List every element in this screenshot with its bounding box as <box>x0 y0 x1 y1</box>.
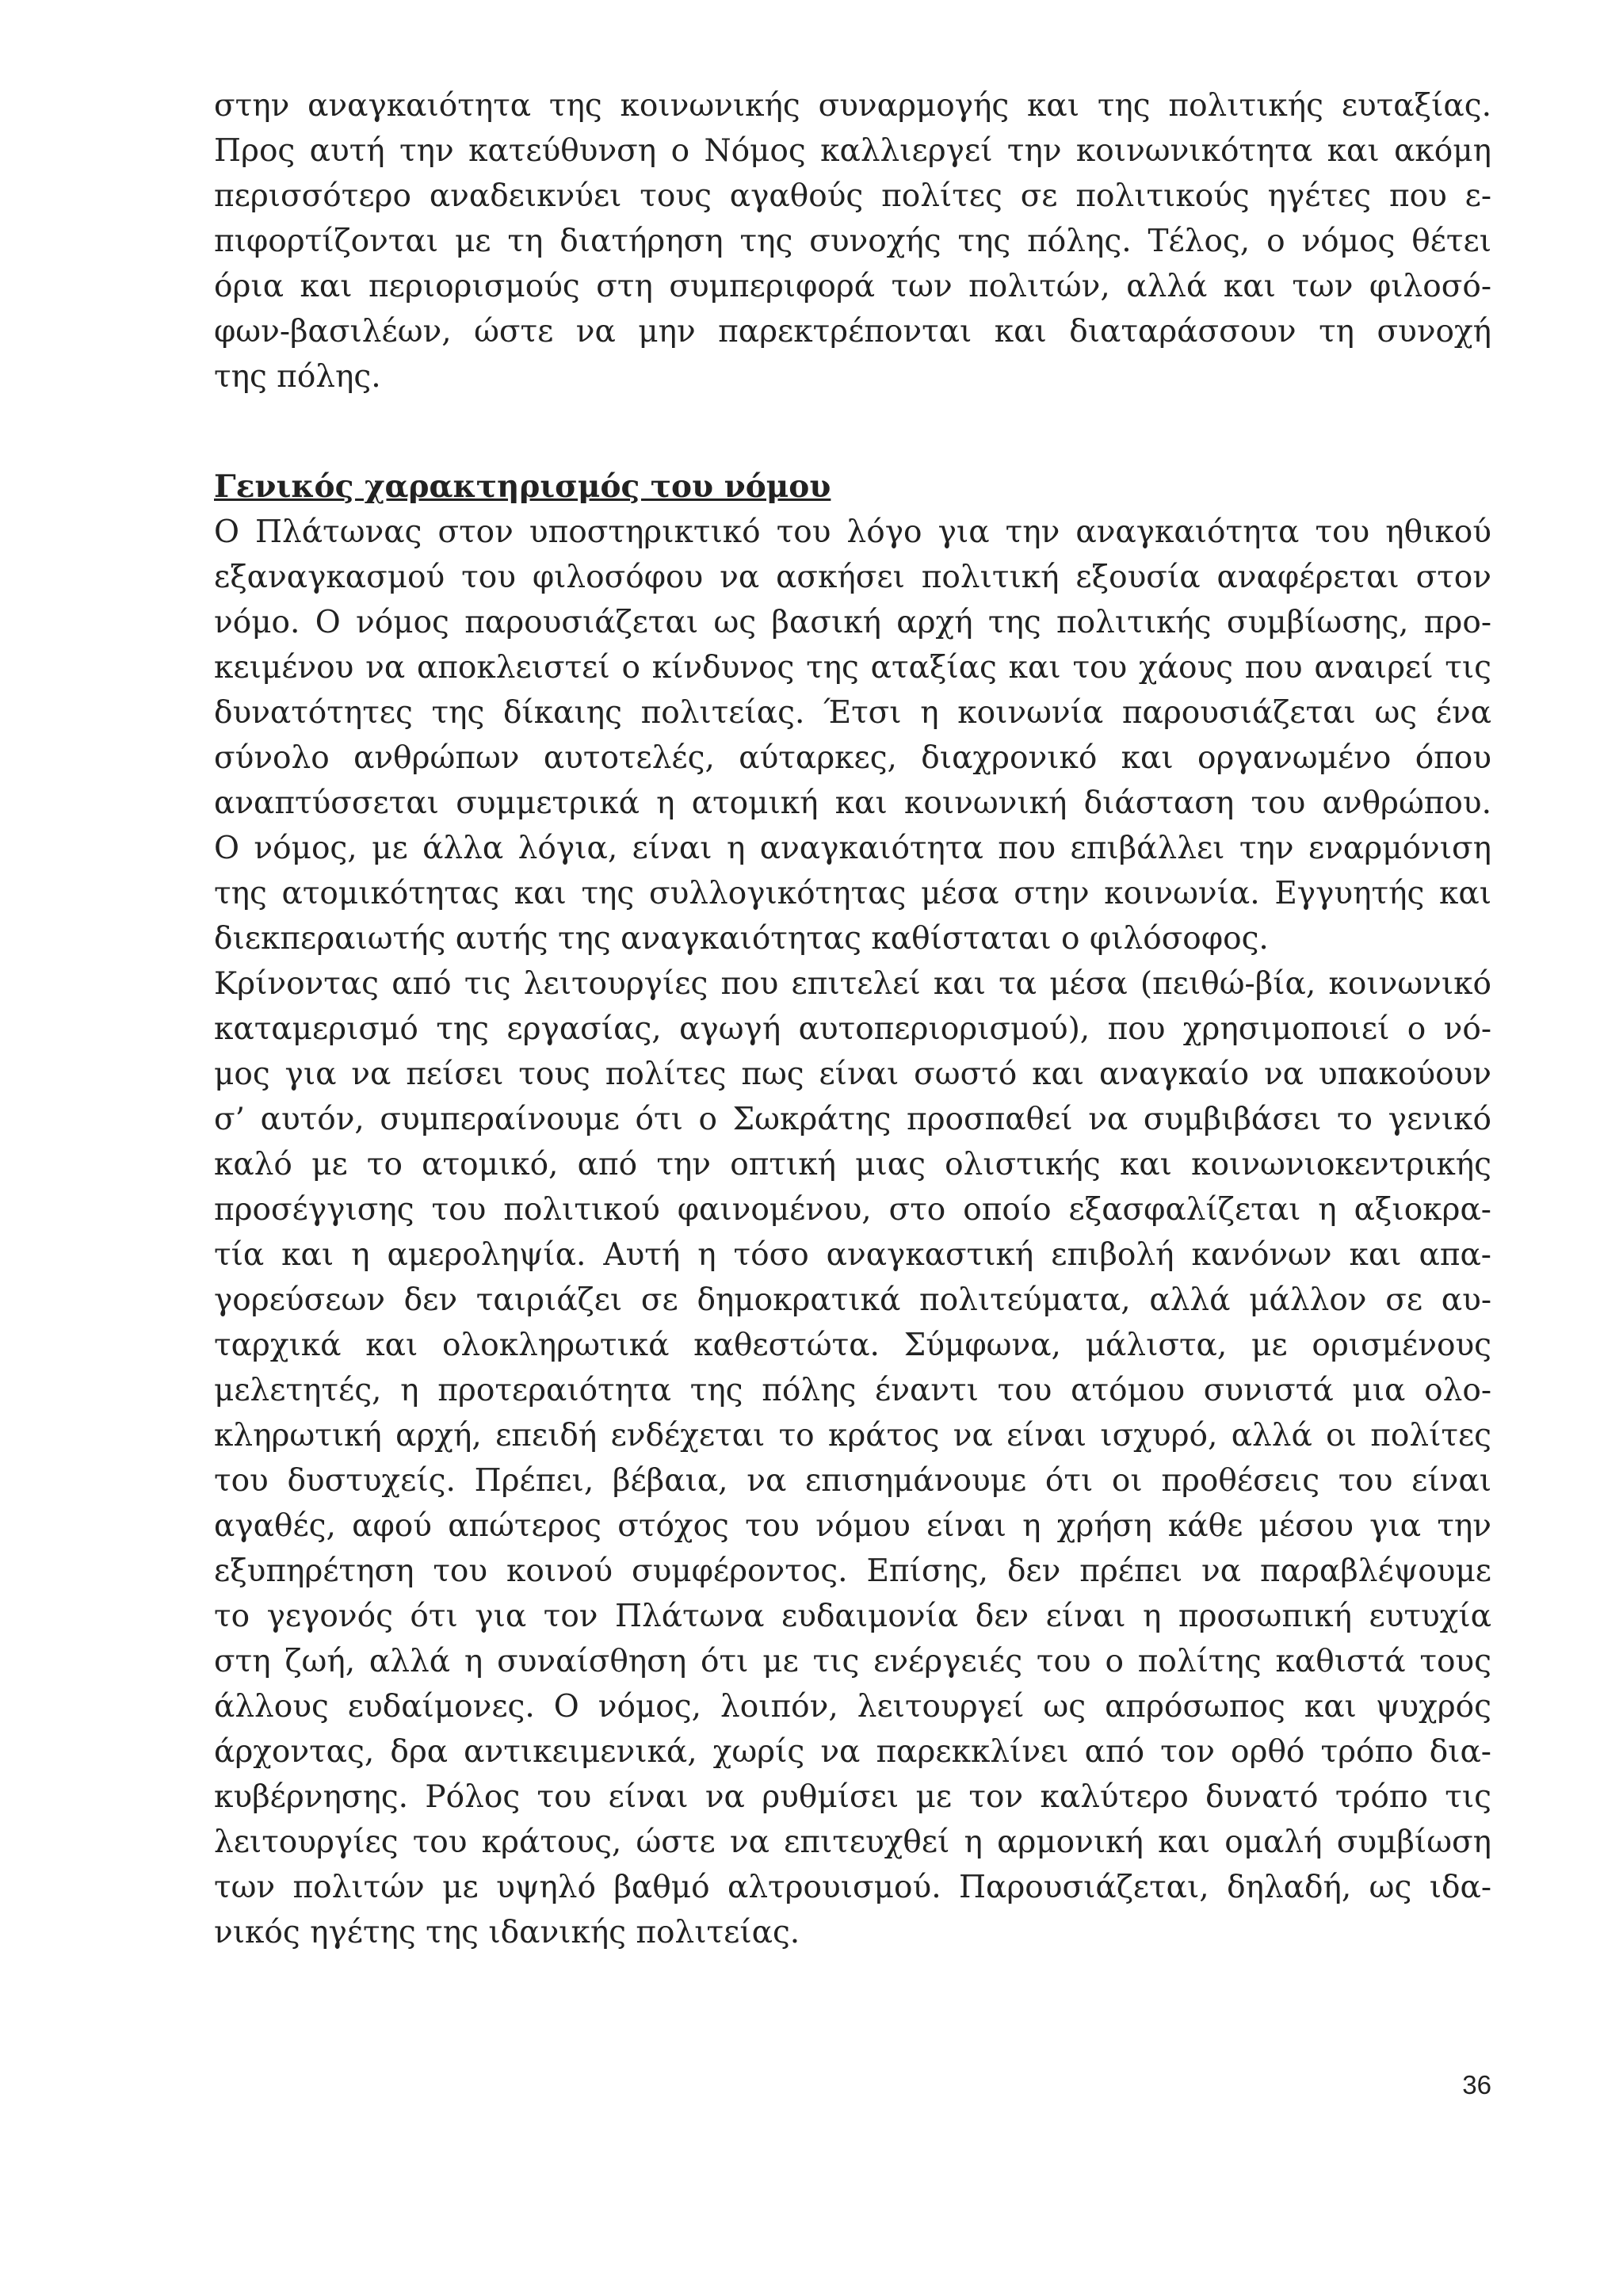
text-line: περισσότερο αναδεικνύει τους αγαθούς πολίτες σε πολιτικούς ηγέτες που ε- <box>214 178 1491 214</box>
text-line: των πολιτών με υψηλό βαθμό αλτρουισμού. Παρουσιάζεται, δηλαδή, ως ιδα- <box>214 1870 1491 1905</box>
text-line: τία και η αμεροληψία. Αυτή η τόσο αναγκαστική επιβολή κανόνων και απα- <box>214 1237 1491 1273</box>
text-line: κληρωτική αρχή, επειδή ενδέχεται το κράτος να είναι ισχυρό, αλλά οι πολίτες <box>214 1418 1491 1454</box>
text-line: δυνατότητες της δίκαιης πολιτείας. Έτσι η κοινωνία παρουσιάζεται ως ένα <box>214 695 1491 731</box>
text-line: άρχοντας, δρα αντικειμενικά, χωρίς να παρεκκλίνει από τον ορθό τρόπο δια- <box>214 1734 1491 1770</box>
intro-paragraph <box>214 83 1491 399</box>
text-line: Προς αυτή την κατεύθυνση ο Νόμος καλλιεργεί την κοινωνικότητα και ακόμη <box>214 133 1491 169</box>
text-line: γορεύσεων δεν ταιριάζει σε δημοκρατικά πολιτεύματα, αλλά μάλλον σε αυ- <box>214 1282 1491 1318</box>
text-line: καταμερισμό της εργασίας, αγωγή αυτοπεριορισμού), που χρησιμοποιεί ο νό- <box>214 1011 1491 1047</box>
text-line: όρια και περιορισμούς στη συμπεριφορά των πολιτών, αλλά και των φιλοσό- <box>214 269 1491 304</box>
text-line: σ’ αυτόν, συμπεραίνουμε ότι ο Σωκράτης προσπαθεί να συμβιβάσει το γενικό <box>214 1102 1491 1137</box>
text-line: εξαναγκασμού του φιλοσόφου να ασκήσει πολιτική εξουσία αναφέρεται στον <box>214 560 1491 595</box>
text-line: κυβέρνησης. Ρόλος του είναι να ρυθμίσει με τον καλύτερο δυνατό τρόπο τις <box>214 1779 1491 1815</box>
text-line: Ο Πλάτωνας στον υποστηρικτικό του λόγο για την αναγκαιότητα του ηθικού <box>214 514 1491 550</box>
text-line: της πόλης. <box>214 359 381 395</box>
text-line: πιφορτίζονται με τη διατήρηση της συνοχής της πόλης. Τέλος, ο νόμος θέτει <box>214 223 1491 259</box>
text-line: μελετητές, η προτεραιότητα της πόλης έναντι του ατόμου συνιστά μια ολο- <box>214 1373 1491 1408</box>
page-number: 36 <box>1462 2070 1491 2099</box>
text-line: αναπτύσσεται συμμετρικά η ατομική και κοινωνική διάσταση του ανθρώπου. <box>214 785 1491 821</box>
section-heading: Γενικός χαρακτηρισμός του νόμου <box>214 468 831 505</box>
text-line: άλλους ευδαίμονες. Ο νόμος, λοιπόν, λειτουργεί ως απρόσωπος και ψυχρός <box>214 1689 1491 1725</box>
text-line: προσέγγισης του πολιτικού φαινομένου, στο οποίο εξασφαλίζεται η αξιοκρα- <box>214 1192 1491 1228</box>
text-line: φων-βασιλέων, ώστε να μην παρεκτρέπονται και διαταράσσουν τη συνοχή <box>214 314 1491 350</box>
text-line: αγαθές, αφού απώτερος στόχος του νόμου είναι η χρήση κάθε μέσου για την <box>214 1508 1491 1544</box>
text-line: εξυπηρέτηση του κοινού συμφέροντος. Επίσης, δεν πρέπει να παραβλέψουμε <box>214 1553 1491 1589</box>
text-line: ταρχικά και ολοκληρωτικά καθεστώτα. Σύμφωνα, μάλιστα, με ορισμένους <box>214 1328 1491 1363</box>
text-line: σύνολο ανθρώπων αυτοτελές, αύταρκες, διαχρονικό και οργανωμένο όπου <box>214 740 1491 776</box>
text-line: Ο νόμος, με άλλα λόγια, είναι η αναγκαιότητα που επιβάλλει την εναρμόνιση <box>214 831 1491 866</box>
text-line: στην αναγκαιότητα της κοινωνικής συναρμογής και της πολιτικής ευταξίας. <box>214 88 1491 124</box>
text-line: καλό με το ατομικό, από την οπτική μιας ολιστικής και κοινωνιοκεντρικής <box>214 1147 1491 1182</box>
text-line: διεκπεραιωτής αυτής της αναγκαιότητας καθίσταται ο φιλόσοφος. <box>214 921 1269 957</box>
text-line: της ατομικότητας και της συλλογικότητας μέσα στην κοινωνία. Εγγυητής και <box>214 876 1491 911</box>
text-line: λειτουργίες του κράτους, ώστε να επιτευχθεί η αρμονική και ομαλή συμβίωση <box>214 1824 1491 1860</box>
text-line: Κρίνοντας από τις λειτουργίες που επιτελεί και τα μέσα (πειθώ-βία, κοινωνικό <box>214 966 1491 1002</box>
text-line: το γεγονός ότι για τον Πλάτωνα ευδαιμονία δεν είναι η προσωπική ευτυχία <box>214 1599 1491 1634</box>
text-line: νόμο. Ο νόμος παρουσιάζεται ως βασική αρχή της πολιτικής συμβίωσης, προ- <box>214 605 1491 640</box>
text-line: μος για να πείσει τους πολίτες πως είναι σωστό και αναγκαίο να υπακούουν <box>214 1056 1491 1092</box>
text-line: νικός ηγέτης της ιδανικής πολιτείας. <box>214 1915 800 1950</box>
text-line: του δυστυχείς. Πρέπει, βέβαια, να επισημάνουμε ότι οι προθέσεις του είναι <box>214 1463 1491 1499</box>
main-paragraph <box>214 510 1491 1955</box>
text-line: κειμένου να αποκλειστεί ο κίνδυνος της αταξίας και του χάους που αναιρεί τις <box>214 650 1491 686</box>
text-line: στη ζωή, αλλά η συναίσθηση ότι με τις ενέργειές του ο πολίτης καθιστά τους <box>214 1644 1491 1679</box>
